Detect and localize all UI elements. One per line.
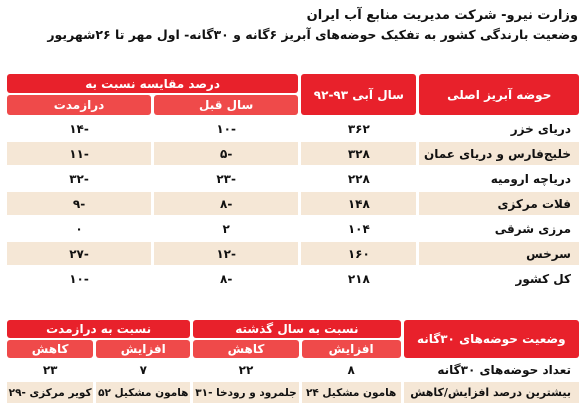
cell-vs-long-term: -۲۷ xyxy=(7,242,151,265)
cell-water-year: ۲۱۸ xyxy=(301,267,416,290)
cell-water-year: ۳۲۸ xyxy=(301,142,416,165)
col-header-lt-decrease: کاهش xyxy=(7,340,93,358)
table-row xyxy=(7,117,579,140)
cell-basin-name: سرخس xyxy=(419,242,579,265)
cell-water-year: ۱۶۰ xyxy=(301,242,416,265)
cell-vs-prev-year: -۱۲ xyxy=(154,242,298,265)
col-header-basin: حوضه آبریز اصلی xyxy=(419,74,579,115)
cell-vs-long-term: -۱۱ xyxy=(7,142,151,165)
cell-vs-prev-year: -۱۰ xyxy=(154,117,298,140)
basin-rainfall-table xyxy=(4,72,582,292)
header xyxy=(8,6,578,44)
cell-vs-prev-year: ۲ xyxy=(154,217,298,240)
table-row xyxy=(7,242,579,265)
col-header-water-year: سال آبی ۹۳-۹۲ xyxy=(301,74,416,115)
cell-vs-long-term: ۰ xyxy=(7,217,151,240)
cell-water-year: ۳۶۲ xyxy=(301,117,416,140)
row-label-max-change: بیشترین درصد افزایش/کاهش xyxy=(404,382,579,403)
row-label-count: تعداد حوضه‌های ۳۰گانه xyxy=(404,360,579,380)
cell-ly-max-decrease: جلمرود و رودخا -۳۱ xyxy=(193,382,299,403)
col-header-long-term: درازمدت xyxy=(7,95,151,115)
cell-water-year: ۱۰۴ xyxy=(301,217,416,240)
col-header-ly-increase: افزایش xyxy=(302,340,401,358)
col-header-prev-year: سال قبل xyxy=(154,95,298,115)
thirty-basins-table xyxy=(4,318,582,405)
header-title: وضعیت بارندگی کشور به تفکیک حوضه‌های آبریز ۶گانه و ۳۰گانه- اول مهر تا ۲۶شهریور xyxy=(47,27,578,42)
table-row xyxy=(7,267,579,290)
cell-basin-name: دریاچه ارومیه xyxy=(419,167,579,190)
cell-vs-long-term: -۳۲ xyxy=(7,167,151,190)
cell-lt-max-increase: هامون مشکیل ۵۲ xyxy=(96,382,190,403)
col-header-ly-decrease: کاهش xyxy=(193,340,299,358)
cell-water-year: ۲۲۸ xyxy=(301,167,416,190)
cell-basin-name: فلات مرکزی xyxy=(419,192,579,215)
table-row xyxy=(7,382,579,403)
col-header-compare-group: درصد مقایسه نسبت به xyxy=(7,74,298,93)
cell-vs-prev-year: -۲۳ xyxy=(154,167,298,190)
cell-lt-increase: ۷ xyxy=(96,360,190,380)
table-row xyxy=(7,167,579,190)
cell-basin-name: دریای خزر xyxy=(419,117,579,140)
col-header-thirty-basins: وضعیت حوضه‌های ۳۰گانه xyxy=(404,320,579,358)
cell-vs-long-term: -۹ xyxy=(7,192,151,215)
cell-vs-prev-year: -۸ xyxy=(154,192,298,215)
table-row xyxy=(7,360,579,380)
cell-vs-prev-year: -۵ xyxy=(154,142,298,165)
table-row xyxy=(7,192,579,215)
cell-vs-long-term: -۱۰ xyxy=(7,267,151,290)
cell-vs-prev-year: -۸ xyxy=(154,267,298,290)
table-row xyxy=(7,142,579,165)
cell-lt-decrease: ۲۳ xyxy=(7,360,93,380)
cell-water-year: ۱۴۸ xyxy=(301,192,416,215)
cell-basin-name: خلیج‌فارس و دریای عمان xyxy=(419,142,579,165)
cell-ly-max-increase: هامون مشکیل ۲۴ xyxy=(302,382,401,403)
col-header-vs-long-term: نسبت به درازمدت xyxy=(7,320,190,338)
col-header-vs-last-year: نسبت به سال گذشته xyxy=(193,320,400,338)
cell-vs-long-term: -۱۴ xyxy=(7,117,151,140)
cell-basin-name: کل کشور xyxy=(419,267,579,290)
cell-basin-name: مرزی شرقی xyxy=(419,217,579,240)
col-header-lt-increase: افزایش xyxy=(96,340,190,358)
header-ministry: وزارت نیرو- شرکت مدیریت منابع آب ایران xyxy=(306,8,578,23)
cell-ly-decrease: ۲۲ xyxy=(193,360,299,380)
cell-lt-max-decrease: کویر مرکزی -۲۹ xyxy=(7,382,93,403)
table-row xyxy=(7,217,579,240)
cell-ly-increase: ۸ xyxy=(302,360,401,380)
